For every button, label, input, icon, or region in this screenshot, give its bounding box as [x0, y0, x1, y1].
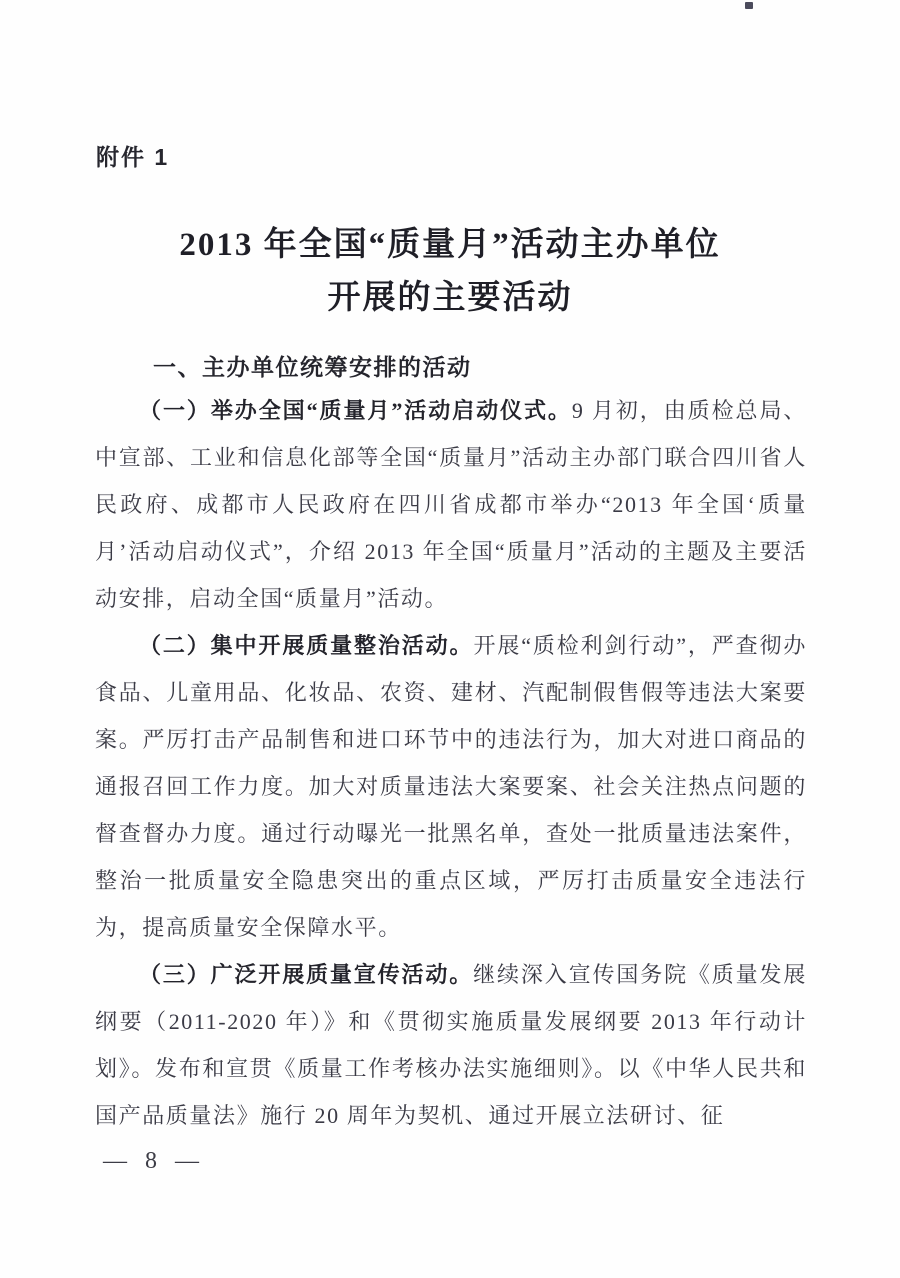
paragraph-1 [95, 387, 807, 622]
paragraph-3 [95, 951, 807, 1139]
attachment-label: 附件 1 [96, 144, 170, 170]
document-title [0, 219, 900, 325]
paragraph-2-lead: （二）集中开展质量整治活动。 [139, 633, 474, 658]
title-line-1: 2013 年全国“质量月”活动主办单位 [179, 227, 721, 263]
document-body [95, 387, 807, 1139]
section-heading: 一、主办单位统筹安排的活动 [153, 354, 472, 380]
paragraph-3-lead: （三）广泛开展质量宣传活动。 [139, 962, 474, 987]
scan-artifact-dot [745, 2, 753, 9]
paragraph-2-text: 开展“质检利剑行动”，严查彻办食品、儿童用品、化妆品、农资、建材、汽配制假售假等违法大案要案。严厉打击产品制售和进口环节中的违法行为，加大对进口商品的通报召回工作力度。加大对质量违法大案要案、社会关注热点问题的督查督办力度。通过行动曝光一批黑名单，查处一批质量违法案件，整治一批质量安全隐患突出的重点区域，严厉打击质量安全违法行为，提高质量安全保障水平。 [95, 633, 807, 940]
paragraph-3-text: 继续深入宣传国务院《质量发展纲要（2011-2020 年）》和《贯彻实施质量发展纲要 2013 年行动计划》。发布和宣贯《质量工作考核办法实施细则》。以《中华人民共和国产品质量法》施行 20 周年为契机、通过开展立法研讨、征 [95, 962, 808, 1128]
title-line-2: 开展的主要活动 [327, 280, 573, 316]
page-number: — 8 — [103, 1148, 205, 1174]
paragraph-1-text: 9 月初，由质检总局、中宣部、工业和信息化部等全国“质量月”活动主办部门联合四川省人民政府、成都市人民政府在四川省成都市举办“2013 年全国‘质量月’活动启动仪式”，介绍 2013 年全国“质量月”活动的主题及主要活动安排，启动全国“质量月”活动。 [95, 398, 807, 611]
paragraph-2 [95, 622, 807, 951]
paragraph-1-lead: （一）举办全国“质量月”活动启动仪式。 [139, 398, 572, 423]
